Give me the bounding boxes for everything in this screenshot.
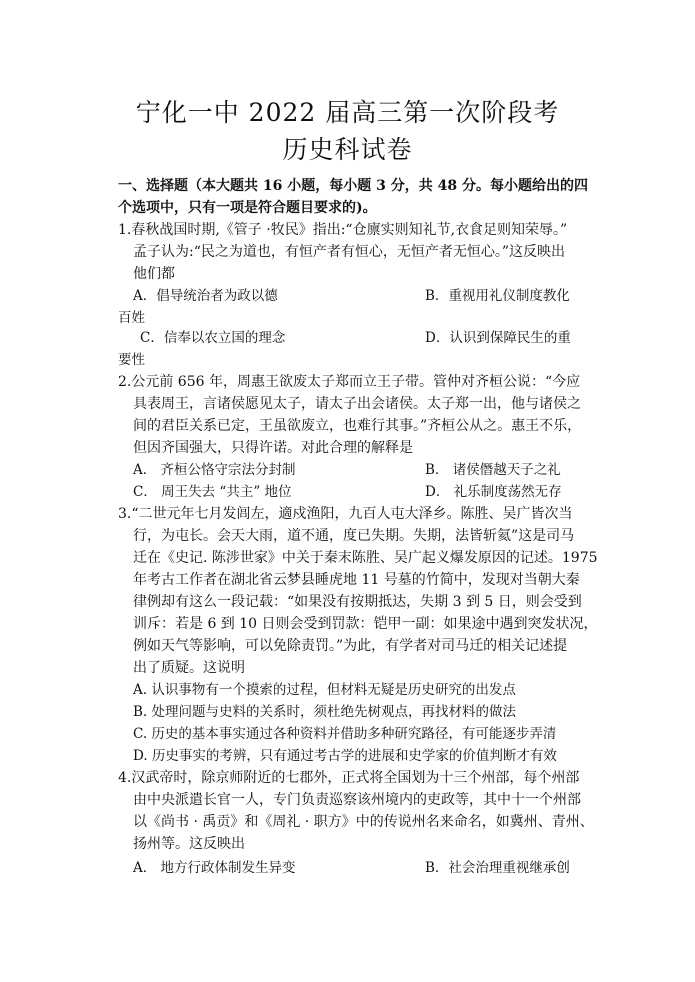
q4-option-a: A． 地方行政体制发生异变 [133, 860, 296, 876]
exam-subtitle: 历史科试卷 [282, 135, 413, 164]
q3-stem-line5: 律例却有这么一段记载：“如果没有按期抵达，失期 3 到 5 日，则会受到 [133, 594, 582, 610]
q1-option-a: A．倡导统治者为政以德 [133, 288, 278, 304]
q1-stem-line3: 他们都 [133, 266, 175, 282]
q1-option-c: C．信奉以农立国的理念 [140, 330, 286, 346]
q1-option-d-wrap: 要性 [118, 352, 145, 368]
q1-stem-line1: 1.春秋战国时期,《管子 ·牧民》指出:“仓廪实则知礼节,衣食足则知荣辱。” [118, 222, 568, 238]
q3-stem-line4: 年考古工作者在湖北省云梦县睡虎地 11 号墓的竹简中，发现对当朝大秦 [133, 572, 580, 588]
q3-option-c: C. 历史的基本事实通过各种资料并借助多种研究路径，有可能逐步弄清 [133, 726, 557, 742]
q3-option-b: B. 处理问题与史料的关系时，须杜绝先树观点，再找材料的做法 [133, 704, 517, 720]
q3-stem-line3: 迁在《史记. 陈涉世家》中关于秦末陈胜、吴广起义爆发原因的记述。1975 [133, 550, 598, 566]
q3-stem-line7: 例如天气等影响，可以免除责罚。”为此，有学者对司马迁的相关记述提 [133, 638, 568, 654]
q3-option-d: D. 历史事实的考辨，只有通过考古学的进展和史学家的价值判断才有效 [133, 748, 557, 764]
q2-option-d: D． 礼乐制度荡然无存 [425, 484, 562, 500]
q1-option-b: B．重视用礼仪制度教化 [425, 288, 570, 304]
q2-stem-line2: 具表周王，言诸侯愿见太子，请太子出会诸侯。太子郑一出，他与诸侯之 [133, 396, 581, 412]
q2-option-c: C． 周王失去 “共主” 地位 [133, 484, 292, 500]
q2-option-b: B． 诸侯僭越天子之礼 [425, 462, 561, 478]
q2-stem-line1: 2.公元前 656 年，周惠王欲废太子郑而立王子带。管仲对齐桓公说：“今应 [118, 374, 581, 390]
q2-stem-line4: 但因齐国强大，只得许诺。对此合理的解释是 [133, 440, 413, 456]
q3-stem-line2: 行，为屯长。会天大雨，道不通，度已失期。失期，法皆斩氦”这是司马 [133, 528, 575, 544]
q4-stem-line4: 扬州等。这反映出 [133, 836, 245, 852]
q4-stem-line2: 由中央派遣长官一人，专门负责巡察该州境内的吏政等，其中十一个州部 [133, 792, 581, 808]
q3-stem-line8: 出了质疑。这说明 [133, 660, 245, 676]
exam-title: 宁化一中 2022 届高三第一次阶段考 [135, 98, 560, 127]
q4-stem-line3: 以《尚书 · 禹贡》和《周礼 · 职方》中的传说州名来命名，如冀州、青州、 [133, 814, 594, 830]
q1-option-d: D．认识到保障民生的重 [425, 330, 571, 346]
q3-stem-line1: 3.“二世元年七月发闾左，適戍渔阳，九百人屯大泽乡。陈胜、吴广皆次当 [118, 506, 573, 522]
q1-option-b-wrap: 百姓 [118, 310, 145, 326]
q4-stem-line1: 4.汉武帝时，除京师附近的七郡外，正式将全国划为十三个州部，每个州部 [118, 770, 580, 786]
section-heading-line1: 一、选择题（本大题共 16 小题，每小题 3 分，共 48 分。每小题给出的四 [118, 178, 588, 194]
section-heading-line2: 个选项中，只有一项是符合题目要求的)。 [118, 200, 377, 216]
q1-stem-line2: 孟子认为:“民之为道也，有恒产者有恒心，无恒产者无恒心。”这反映出 [133, 244, 566, 260]
q4-option-b: B．社会治理重视继承创 [425, 860, 570, 876]
q3-stem-line6: 训斥：若是 6 到 10 日则会受到罚款：铠甲一副：如果途中遇到突发状况， [133, 616, 598, 632]
q2-stem-line3: 间的君臣关系已定，王虽欲废立，也难行其事。”齐桓公从之。惠王不乐， [133, 418, 582, 434]
q2-option-a: A． 齐桓公恪守宗法分封制 [133, 462, 296, 478]
q3-option-a: A. 认识事物有一个摸索的过程，但材料无疑是历史研究的出发点 [133, 682, 516, 698]
